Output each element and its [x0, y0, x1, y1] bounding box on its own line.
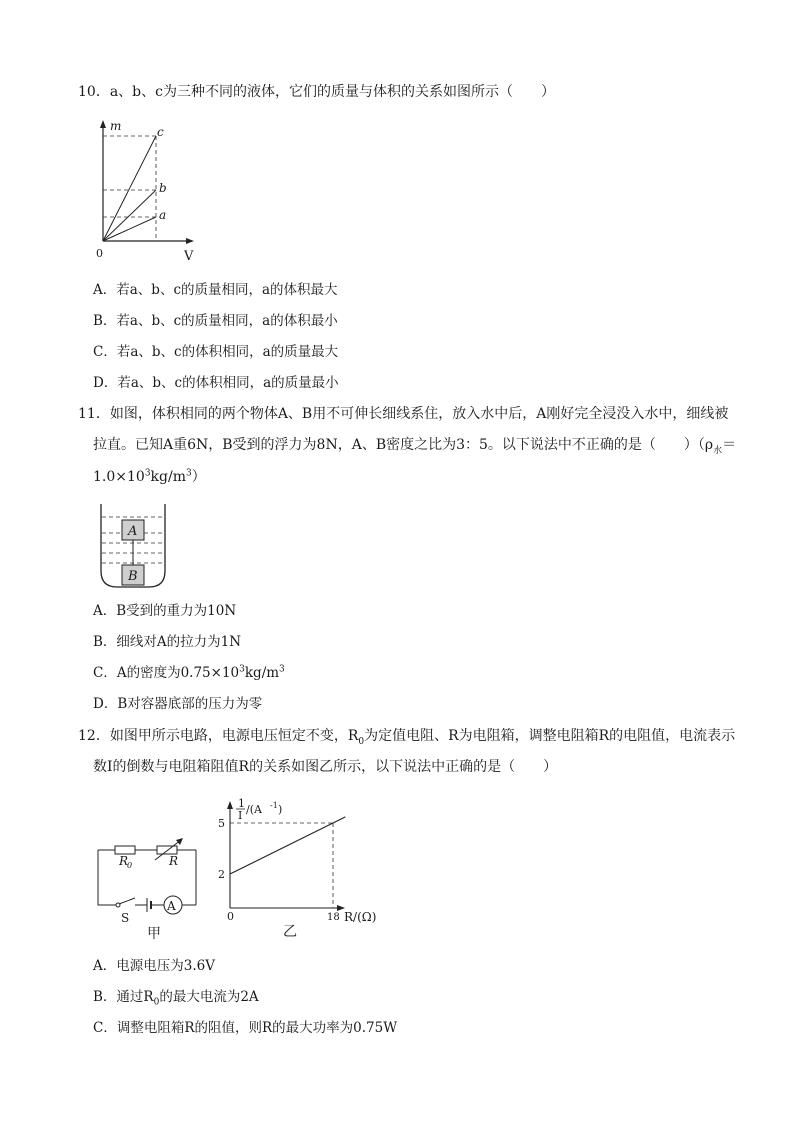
q12-y-label-unit: /(A: [246, 803, 262, 816]
q10-mass-volume-graph: [90, 118, 205, 263]
q12-stem-line1-a: 12．如图甲所示电路，电源电压恒定不变，R: [78, 728, 359, 744]
q12-r-label: R: [169, 854, 179, 868]
q12-stem-line2: 数I的倒数与电阻箱阻值R的关系如图乙所示，以下说法中正确的是（ ）: [93, 759, 558, 775]
q10-stem: 10．a、b、c为三种不同的液体，它们的质量与体积的关系如图所示（ ）: [78, 84, 555, 100]
q12-y-label-num: 1: [238, 797, 245, 810]
q12-y-tick-2: 2: [218, 868, 225, 881]
q10-origin-label: 0: [96, 247, 103, 260]
q11-density-value: 1.0×10: [93, 469, 145, 485]
q12-stem-line1: [78, 727, 735, 745]
q10-option-a: A．若a、b、c的质量相同，a的体积最大: [93, 282, 338, 298]
q11-stem-line2: [93, 436, 736, 454]
q12-x-tick-0: 0: [227, 910, 234, 923]
q11-stem-line2-end: ＝: [722, 437, 737, 453]
q12-y-tick-5: 5: [218, 817, 225, 830]
q11-option-b: B．细线对A的拉力为1N: [93, 634, 242, 650]
q12-y-label-den: I: [238, 809, 243, 822]
q12-data-line: [230, 817, 345, 874]
q12-y-label-close: ): [278, 803, 283, 816]
q11-stem-line3-end: ）: [191, 469, 206, 485]
q10-line-label-a: a: [159, 208, 167, 222]
q11-stem-line1: 11．如图，体积相同的两个物体A、B用不可伸长细线系住，放入水中后，A刚好完全浸没入水中，细线被: [78, 406, 729, 422]
q11-density-exp: 3: [144, 468, 151, 479]
q10-option-c: C．若a、b、c的体积相同，a的质量最大: [93, 344, 339, 360]
q12-r0-subscript: 0: [358, 736, 365, 747]
q11-option-a: A．B受到的重力为10N: [93, 603, 237, 619]
q11-density-unit: kg/m: [150, 469, 186, 485]
q12-stem-line1-b: 为定值电阻、R为电阻箱，调整电阻箱R的电阻值，电流表示: [364, 728, 736, 744]
q11-option-c-unit: kg/m: [244, 665, 280, 681]
q12-option-b-post: 的最大电流为2A: [159, 989, 259, 1005]
q11-option-d: D．B对容器底部的压力为零: [93, 696, 263, 712]
q11-option-c-text: C．A的密度为0.75×10: [93, 665, 240, 681]
q12-circuit-diagram: [95, 838, 205, 943]
q12-option-b-sub: 0: [153, 997, 160, 1008]
q12-option-b: [93, 988, 259, 1006]
q12-option-c: C．调整电阻箱R的阻值，则R的最大功率为0.75W: [93, 1020, 398, 1036]
q10-line-label-c: c: [157, 125, 164, 139]
q11-stem-line3: [93, 468, 206, 486]
q12-option-b-pre: B．通过R: [93, 989, 154, 1005]
q10-y-axis-label: m: [110, 119, 122, 133]
q12-r0-label: R: [119, 854, 129, 868]
q10-option-b: B．若a、b、c的质量相同，a的体积最小: [93, 313, 338, 329]
q12-option-a: A．电源电压为3.6V: [93, 958, 215, 974]
q12-caption-yi: 乙: [283, 924, 297, 940]
q12-ammeter-label: A: [167, 899, 176, 913]
q11-container-figure: [98, 503, 170, 591]
q11-stem-line2-text: 拉直。已知A重6N，B受到的浮力为8N，A、B密度之比为3：5。以下说法中不正确的是（ ）（ρ: [93, 437, 714, 453]
q12-x-axis-label: R/(Ω): [344, 910, 377, 924]
q11-density-unit-exp: 3: [185, 468, 192, 479]
q11-water-subscript: 水: [713, 445, 723, 456]
q10-x-axis-label: V: [184, 249, 194, 264]
q12-r0-label-sub: 0: [127, 861, 133, 870]
q11-block-b-label: B: [128, 569, 138, 584]
q12-x-tick-18: 18: [327, 912, 340, 923]
q12-switch-label: S: [121, 911, 130, 925]
q11-block-a-label: A: [128, 524, 138, 539]
q11-option-c-unit-exp: 3: [279, 664, 285, 675]
q12-caption-jia: 甲: [147, 926, 161, 942]
q11-option-c-exp: 3: [239, 664, 245, 675]
q10-option-d: D．若a、b、c的体积相同，a的质量最小: [93, 375, 339, 391]
q10-line-label-b: b: [159, 181, 167, 195]
q11-option-c: [93, 664, 285, 682]
q12-y-label-exp: -1: [270, 801, 278, 810]
q12-inverse-current-graph: [218, 795, 393, 943]
